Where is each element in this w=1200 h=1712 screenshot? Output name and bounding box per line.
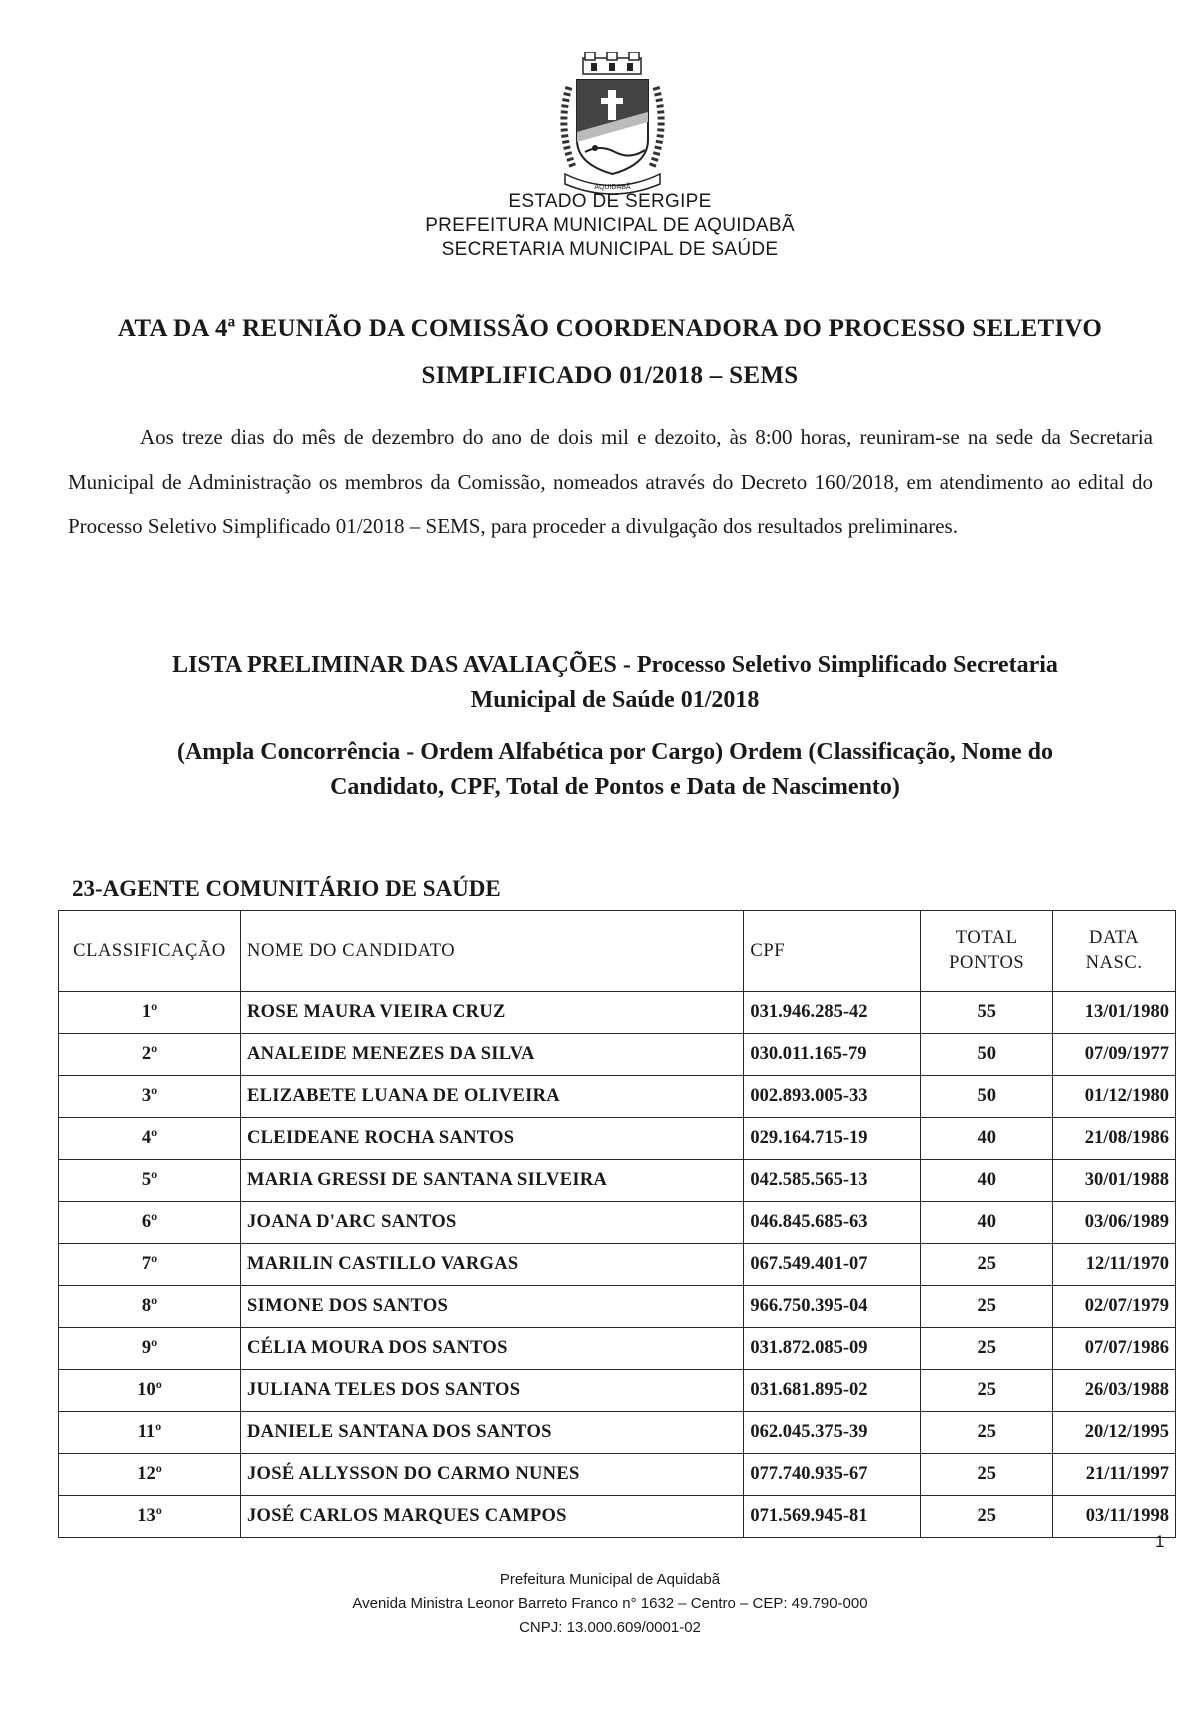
table-row: [59, 1454, 1176, 1496]
results-table: [58, 910, 1176, 1538]
points-cell: 25: [921, 1244, 1053, 1286]
birth-date-cell: 21/11/1997: [1053, 1454, 1176, 1496]
rank-cell: 7º: [59, 1244, 241, 1286]
candidate-name-cell: JOSÉ CARLOS MARQUES CAMPOS: [241, 1496, 744, 1538]
points-cell: 25: [921, 1286, 1053, 1328]
birth-date-cell: 01/12/1980: [1053, 1076, 1176, 1118]
birth-date-cell: 03/06/1989: [1053, 1202, 1176, 1244]
rank-cell: 10º: [59, 1370, 241, 1412]
points-cell: 25: [921, 1370, 1053, 1412]
points-cell: 50: [921, 1034, 1053, 1076]
rank-cell: 11º: [59, 1412, 241, 1454]
footer-address: Avenida Ministra Leonor Barreto Franco n° 1632 – Centro – CEP: 49.790-000: [352, 1595, 868, 1612]
rank-cell: 1º: [59, 992, 241, 1034]
candidate-name-cell: SIMONE DOS SANTOS: [241, 1286, 744, 1328]
list-title-line2: Municipal de Saúde 01/2018: [470, 687, 760, 713]
table-row: [59, 992, 1176, 1034]
birth-date-cell: 03/11/1998: [1053, 1496, 1176, 1538]
candidate-name-cell: CÉLIA MOURA DOS SANTOS: [241, 1328, 744, 1370]
document-title-line2: SIMPLIFICADO 01/2018 – SEMS: [421, 362, 799, 389]
candidate-name-cell: JOANA D'ARC SANTOS: [241, 1202, 744, 1244]
birth-date-cell: 07/09/1977: [1053, 1034, 1176, 1076]
header-birth-line2: NASC.: [1085, 953, 1143, 973]
points-cell: 25: [921, 1496, 1053, 1538]
table-row: [59, 1370, 1176, 1412]
header-birth-date: [1053, 911, 1176, 992]
cpf-cell: 042.585.565-13: [744, 1160, 921, 1202]
candidate-name-cell: ANALEIDE MENEZES DA SILVA: [241, 1034, 744, 1076]
table-row: [59, 1328, 1176, 1370]
header-name: NOME DO CANDIDATO: [241, 911, 744, 992]
cpf-cell: 031.872.085-09: [744, 1328, 921, 1370]
candidate-name-cell: CLEIDEANE ROCHA SANTOS: [241, 1118, 744, 1160]
cpf-cell: 030.011.165-79: [744, 1034, 921, 1076]
birth-date-cell: 12/11/1970: [1053, 1244, 1176, 1286]
points-cell: 40: [921, 1160, 1053, 1202]
table-row: [59, 1160, 1176, 1202]
rank-cell: 3º: [59, 1076, 241, 1118]
header-points: [921, 911, 1053, 992]
header-points-line1: TOTAL: [955, 928, 1018, 948]
header-points-line2: PONTOS: [949, 953, 1025, 973]
table-row: [59, 1286, 1176, 1328]
rank-cell: 9º: [59, 1328, 241, 1370]
rank-cell: 2º: [59, 1034, 241, 1076]
header-cpf: CPF: [744, 911, 921, 992]
rank-cell: 12º: [59, 1454, 241, 1496]
points-cell: 25: [921, 1328, 1053, 1370]
list-subtitle-line2: Candidato, CPF, Total de Pontos e Data de Nascimento): [330, 774, 900, 800]
birth-date-cell: 20/12/1995: [1053, 1412, 1176, 1454]
table-header-row: [59, 911, 1176, 992]
rank-cell: 13º: [59, 1496, 241, 1538]
cpf-cell: 966.750.395-04: [744, 1286, 921, 1328]
section-title: 23-AGENTE COMUNITÁRIO DE SAÚDE: [72, 876, 501, 901]
cpf-cell: 071.569.945-81: [744, 1496, 921, 1538]
candidate-name-cell: MARIA GRESSI DE SANTANA SILVEIRA: [241, 1160, 744, 1202]
birth-date-cell: 07/07/1986: [1053, 1328, 1176, 1370]
cpf-cell: 067.549.401-07: [744, 1244, 921, 1286]
candidate-name-cell: JOSÉ ALLYSSON DO CARMO NUNES: [241, 1454, 744, 1496]
list-subtitle-line1: (Ampla Concorrência - Ordem Alfabética por Cargo) Ordem (Classificação, Nome do: [176, 739, 1054, 765]
rank-cell: 5º: [59, 1160, 241, 1202]
secretariat-name: SECRETARIA MUNICIPAL DE SAÚDE: [441, 239, 779, 260]
points-cell: 40: [921, 1202, 1053, 1244]
results-table-body: [59, 992, 1176, 1538]
footer-prefecture: Prefeitura Municipal de Aquidabã: [499, 1571, 721, 1588]
cpf-cell: 046.845.685-63: [744, 1202, 921, 1244]
birth-date-cell: 30/01/1988: [1053, 1160, 1176, 1202]
points-cell: 40: [921, 1118, 1053, 1160]
points-cell: 25: [921, 1412, 1053, 1454]
crest-motto: AQUIDABÃ: [594, 184, 631, 191]
document-title-line1: ATA DA 4ª REUNIÃO DA COMISSÃO COORDENADORA DO PROCESSO SELETIVO: [117, 315, 1103, 342]
municipal-coat-of-arms-icon: [555, 52, 670, 202]
birth-date-cell: 02/07/1979: [1053, 1286, 1176, 1328]
birth-date-cell: 21/08/1986: [1053, 1118, 1176, 1160]
birth-date-cell: 26/03/1988: [1053, 1370, 1176, 1412]
footer-cnpj: CNPJ: 13.000.609/0001-02: [519, 1619, 701, 1636]
table-row: [59, 1202, 1176, 1244]
header-birth-line1: DATA: [1089, 928, 1140, 948]
rank-cell: 4º: [59, 1118, 241, 1160]
minutes-paragraph: Aos treze dias do mês de dezembro do ano de dois mil e dezoito, às 8:00 horas, reuniram-se na sede da Secretaria Municipal de Administração os membros da Comissão, nomeados através do Decreto 160/2018, em atendimento ao edital do Processo Seletivo Simplificado 01/2018 – SEMS, para proceder a divulgação dos resultados preliminares.: [68, 425, 1153, 538]
cpf-cell: 062.045.375-39: [744, 1412, 921, 1454]
candidate-name-cell: JULIANA TELES DOS SANTOS: [241, 1370, 744, 1412]
table-row: [59, 1034, 1176, 1076]
points-cell: 55: [921, 992, 1053, 1034]
table-row: [59, 1496, 1176, 1538]
document-title: [60, 305, 1160, 399]
candidate-name-cell: ELIZABETE LUANA DE OLIVEIRA: [241, 1076, 744, 1118]
page-number: 1: [1155, 1532, 1165, 1551]
cpf-cell: 002.893.005-33: [744, 1076, 921, 1118]
points-cell: 25: [921, 1454, 1053, 1496]
page-footer: [0, 1568, 1200, 1640]
rank-cell: 8º: [59, 1286, 241, 1328]
cpf-cell: 077.740.935-67: [744, 1454, 921, 1496]
header-classification: CLASSIFICAÇÃO: [59, 911, 241, 992]
institution-header: [0, 190, 1200, 262]
points-cell: 50: [921, 1076, 1053, 1118]
candidate-name-cell: DANIELE SANTANA DOS SANTOS: [241, 1412, 744, 1454]
list-title: [60, 648, 1170, 718]
table-row: [59, 1244, 1176, 1286]
cpf-cell: 031.681.895-02: [744, 1370, 921, 1412]
table-row: [59, 1118, 1176, 1160]
list-subtitle: [60, 735, 1170, 805]
table-row: [59, 1076, 1176, 1118]
candidate-name-cell: MARILIN CASTILLO VARGAS: [241, 1244, 744, 1286]
cpf-cell: 029.164.715-19: [744, 1118, 921, 1160]
table-row: [59, 1412, 1176, 1454]
cpf-cell: 031.946.285-42: [744, 992, 921, 1034]
rank-cell: 6º: [59, 1202, 241, 1244]
state-name: ESTADO DE SERGIPE: [508, 191, 712, 212]
birth-date-cell: 13/01/1980: [1053, 992, 1176, 1034]
prefecture-name: PREFEITURA MUNICIPAL DE AQUIDABÃ: [425, 215, 795, 236]
candidate-name-cell: ROSE MAURA VIEIRA CRUZ: [241, 992, 744, 1034]
list-title-line1: LISTA PRELIMINAR DAS AVALIAÇÕES - Processo Seletivo Simplificado Secretaria: [172, 652, 1058, 678]
